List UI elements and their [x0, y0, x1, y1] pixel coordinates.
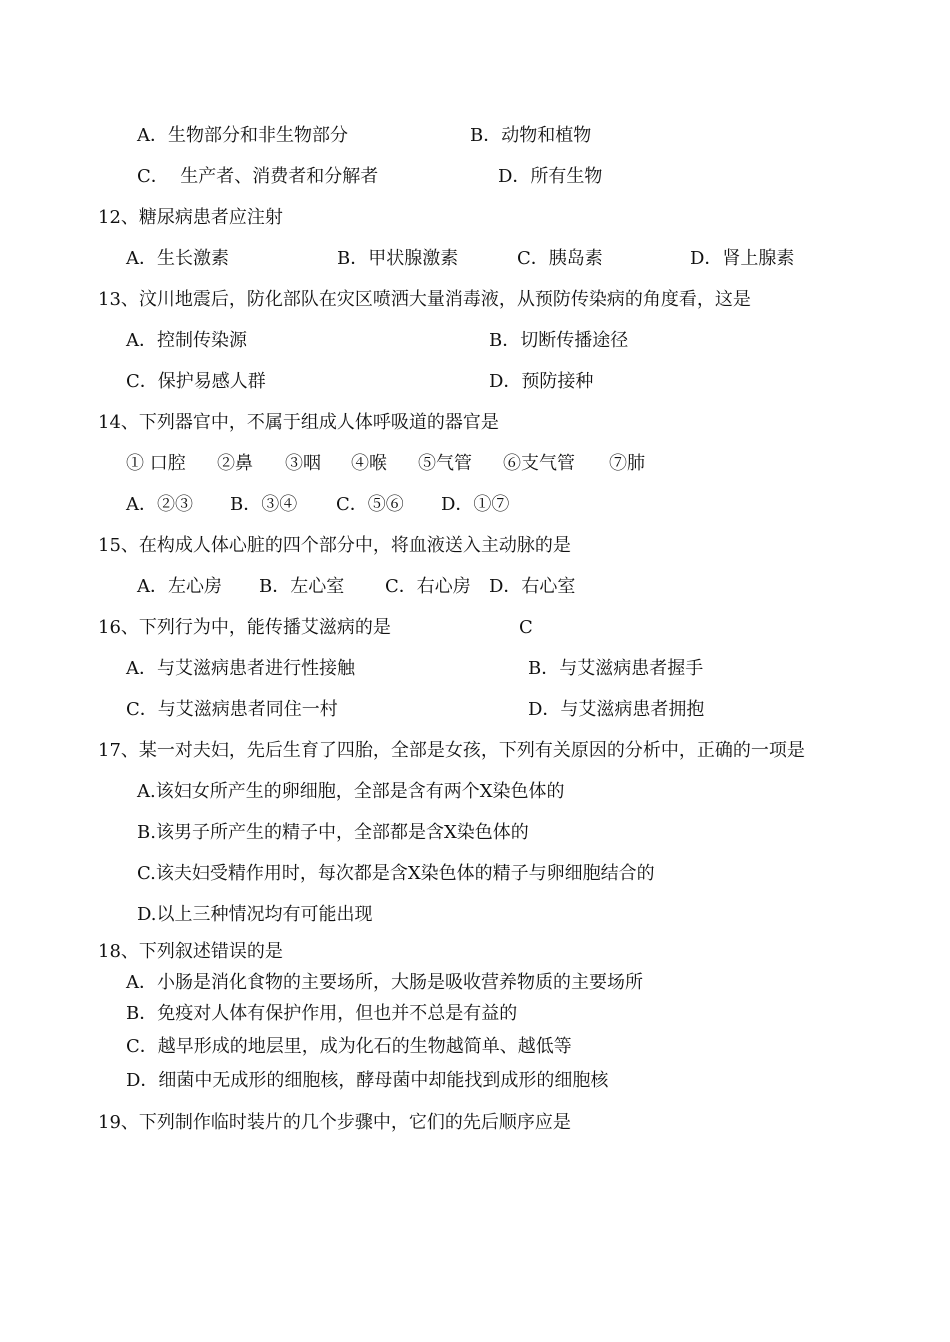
q17-option-d: D.以上三种情况均有可能出现 [137, 904, 373, 925]
q12-option-b: B．甲状腺激素 [337, 248, 459, 269]
q18-option-c: C．越早形成的地层里，成为化石的生物越简单、越低等 [126, 1036, 572, 1057]
q11-option-a: A．生物部分和非生物部分 [137, 125, 348, 146]
q14-item-5: ⑤气管 [418, 453, 472, 474]
q15-option-d: D．右心室 [489, 576, 576, 597]
q18-option-a: A．小肠是消化食物的主要场所，大肠是吸收营养物质的主要场所 [126, 972, 643, 993]
q12-option-d: D．肾上腺素 [690, 248, 795, 269]
q13-option-b: B．切断传播途径 [489, 330, 629, 351]
q14-item-4: ④喉 [351, 453, 387, 474]
q11-option-d: D．所有生物 [498, 166, 603, 187]
q15-option-c: C．右心房 [385, 576, 471, 597]
q15-option-a: A．左心房 [137, 576, 222, 597]
q14-item-3: ③咽 [285, 453, 321, 474]
q18-option-b: B．免疫对人体有保护作用，但也并不总是有益的 [126, 1003, 518, 1024]
q16-answer: C [519, 617, 533, 638]
q16-option-c: C．与艾滋病患者同住一村 [126, 699, 338, 720]
q14-item-6: ⑥支气管 [503, 453, 575, 474]
q12-stem: 12、糖尿病患者应注射 [98, 207, 283, 228]
q15-option-b: B．左心室 [259, 576, 345, 597]
q14-item-7: ⑦肺 [609, 453, 645, 474]
q19-stem: 19、下列制作临时装片的几个步骤中，它们的先后顺序应是 [98, 1112, 571, 1133]
q17-stem: 17、某一对夫妇，先后生育了四胎，全部是女孩，下列有关原因的分析中，正确的一项是 [98, 740, 805, 761]
q14-option-a: A．②③ [126, 494, 193, 515]
q16-option-d: D．与艾滋病患者拥抱 [528, 699, 705, 720]
q13-stem: 13、汶川地震后，防化部队在灾区喷洒大量消毒液，从预防传染病的角度看，这是 [98, 289, 751, 310]
q17-option-c: C.该夫妇受精作用时，每次都是含X染色体的精子与卵细胞结合的 [137, 863, 655, 884]
q12-option-c: C．胰岛素 [517, 248, 603, 269]
q14-option-d: D．①⑦ [441, 494, 510, 515]
q13-option-c: C．保护易感人群 [126, 371, 266, 392]
q16-option-b: B．与艾滋病患者握手 [528, 658, 704, 679]
q16-stem: 16、下列行为中，能传播艾滋病的是 [98, 617, 391, 638]
q12-option-a: A．生长激素 [126, 248, 229, 269]
q14-option-c: C．⑤⑥ [336, 494, 404, 515]
q17-option-b: B.该男子所产生的精子中，全部都是含X染色体的 [137, 822, 529, 843]
q14-stem: 14、下列器官中，不属于组成人体呼吸道的器官是 [98, 412, 499, 433]
q17-option-a: A.该妇女所产生的卵细胞，全部是含有两个X染色体的 [137, 781, 565, 802]
q14-item-2: ②鼻 [217, 453, 253, 474]
q11-option-c: C． 生产者、消费者和分解者 [137, 166, 379, 187]
q16-option-a: A．与艾滋病患者进行性接触 [126, 658, 355, 679]
q18-option-d: D．细菌中无成形的细胞核，酵母菌中却能找到成形的细胞核 [126, 1070, 609, 1091]
q14-item-1: ① 口腔 [126, 453, 186, 474]
q13-option-d: D．预防接种 [489, 371, 594, 392]
q13-option-a: A．控制传染源 [126, 330, 247, 351]
q14-option-b: B．③④ [230, 494, 298, 515]
q15-stem: 15、在构成人体心脏的四个部分中，将血液送入主动脉的是 [98, 535, 571, 556]
q18-stem: 18、下列叙述错误的是 [98, 941, 283, 962]
q11-option-b: B．动物和植物 [470, 125, 592, 146]
